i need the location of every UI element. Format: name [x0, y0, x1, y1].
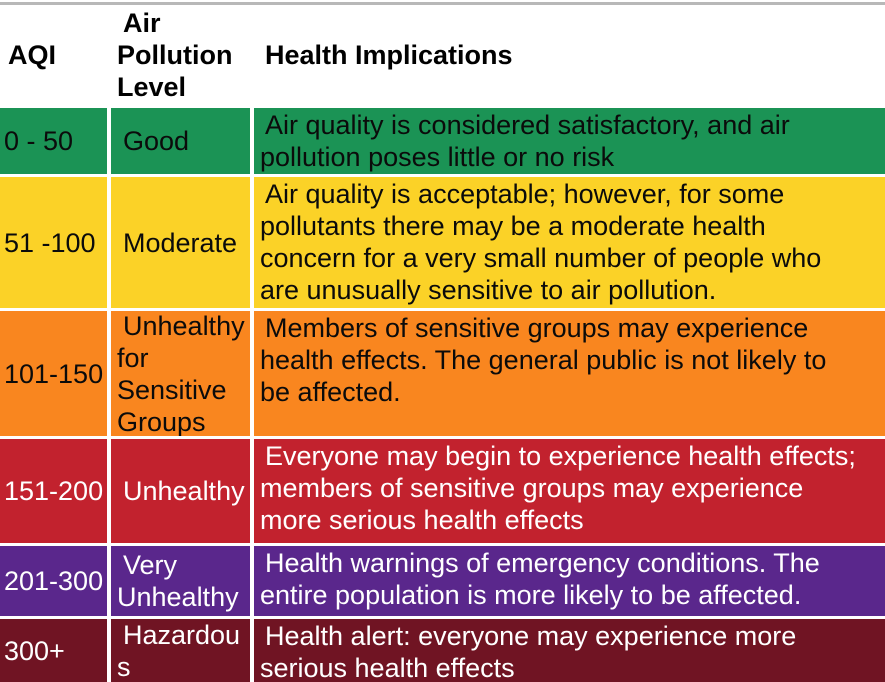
level-value: Good: [123, 126, 190, 156]
header-air-pollution-level-label: Air Pollution Level: [117, 8, 233, 102]
implications-value: Health alert: everyone may experience more serious health effects: [260, 621, 797, 682]
level-cell-usg: [111, 311, 250, 436]
level-cell-moderate: [111, 177, 250, 308]
level-cell-unhealthy: [111, 439, 250, 543]
header-aqi-label: AQI: [8, 40, 57, 70]
aqi-range-cell-moderate: [0, 177, 107, 308]
level-value: Hazardous: [117, 619, 241, 682]
header-health-implications: [254, 5, 885, 105]
aqi-table: [0, 5, 885, 682]
level-value: Moderate: [123, 227, 238, 258]
aqi-range-value: 201-300: [4, 566, 104, 596]
aqi-range-cell-unhealthy: [0, 439, 107, 543]
aqi-range-value: 51 -100: [4, 227, 96, 258]
aqi-range-value: 0 - 50: [4, 126, 74, 156]
implications-cell-usg: [254, 311, 885, 436]
level-cell-good: [111, 108, 250, 174]
implications-value: Air quality is considered satisfactory, and air pollution poses little or no risk: [260, 110, 790, 172]
implications-value: Air quality is acceptable; however, for some pollutants there may be a moderate health concern for a very small number of people who are unusually sensitive to air pollution.: [260, 179, 822, 305]
implications-value: Health warnings of emergency conditions. The entire population is more likely to be affected.: [260, 548, 820, 610]
header-health-implications-label: Health Implications: [265, 40, 513, 70]
implications-cell-very-unhealthy: [254, 546, 885, 616]
header-aqi: [0, 5, 107, 105]
level-cell-hazardous: [111, 619, 250, 682]
level-value: Unhealthy: [123, 476, 245, 506]
aqi-range-value: 300+: [4, 635, 65, 666]
aqi-range-cell-very-unhealthy: [0, 546, 107, 616]
level-cell-very-unhealthy: [111, 546, 250, 616]
implications-value: Everyone may begin to experience health effects; members of sensitive groups may experience more serious health effects: [260, 441, 856, 535]
aqi-range-cell-usg: [0, 311, 107, 436]
header-air-pollution-level: [111, 5, 250, 105]
implications-value: Members of sensitive groups may experience health effects. The general public is not likely to be affected.: [260, 313, 827, 407]
implications-cell-unhealthy: [254, 439, 885, 543]
implications-cell-good: [254, 108, 885, 174]
implications-cell-moderate: [254, 177, 885, 308]
aqi-range-value: 101-150: [4, 358, 104, 389]
level-value: Very Unhealthy: [117, 550, 239, 612]
aqi-range-value: 151-200: [4, 476, 104, 506]
implications-cell-hazardous: [254, 619, 885, 682]
aqi-range-cell-hazardous: [0, 619, 107, 682]
level-value: Unhealthy for Sensitive Groups: [117, 311, 245, 436]
aqi-range-cell-good: [0, 108, 107, 174]
